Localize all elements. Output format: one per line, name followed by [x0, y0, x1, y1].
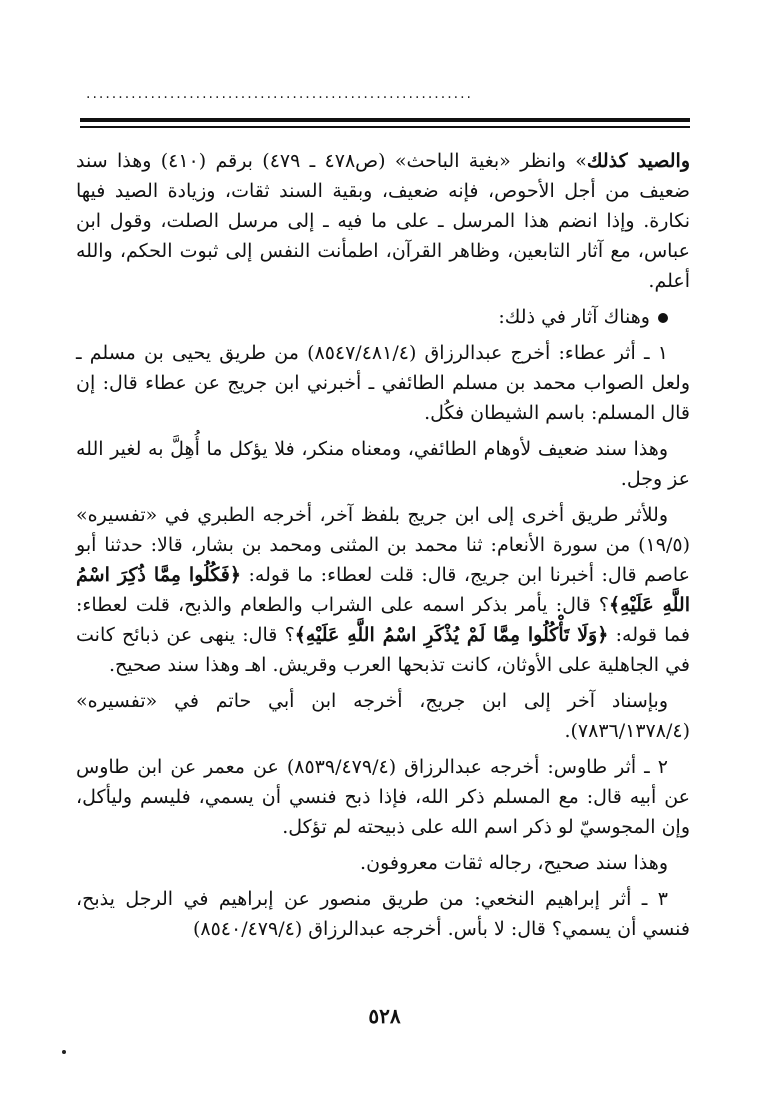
- paragraph-7: ٢ ـ أثر طاوس: أخرجه عبدالرزاق (٨٥٣٩/٤٧٩/٤) عن معمر عن ابن طاوس عن أبيه قال: مع المسلم ذكر الله، فإذا ذبح فنسي أن يسمي، فليسم وليأكل، وإن المجوسيّ لو ذكر اسم الله على ذبيحته لم تؤكل.: [76, 756, 690, 838]
- page-body: [76, 146, 690, 950]
- paragraph-5-text-a: وللأثر طريق أخرى إلى ابن جريج بلفظ آخر، أخرجه الطبري في «تفسيره» (١٩/٥) من سورة الأنعام: ثنا محمد بن المثنى ومحمد بن بشار، قالا: حدثنا أبو عاصم قال: أخبرنا ابن جريج، قال: قلت لعطاء: ما قوله:: [76, 504, 690, 586]
- paragraph-5: [76, 500, 690, 680]
- paragraph-4: وهذا سند ضعيف لأوهام الطائفي، ومعناه منكر، فلا يؤكل ما أُهِلَّ به لغير الله عز وجل.: [76, 438, 690, 490]
- quran-verse-2: ﴿وَلَا تَأْكُلُوا مِمَّا لَمْ يُذْكَرِ اسْمُ اللَّهِ عَلَيْهِ﴾: [294, 624, 609, 646]
- quran-verse-1: ﴿فَكُلُوا مِمَّا ذُكِرَ اسْمُ اللَّهِ عَلَيْهِ﴾: [76, 564, 690, 616]
- page-number: ٥٢٨: [368, 1004, 401, 1028]
- stray-mark: [62, 1050, 66, 1054]
- paragraph-6: وبإسناد آخر إلى ابن جريج، أخرجه ابن أبي حاتم في «تفسيره» (٧٨٣٦/١٣٧٨/٤).: [76, 690, 690, 742]
- paragraph-9: ٣ ـ أثر إبراهيم النخعي: من طريق منصور عن إبراهيم في الرجل يذبح، فنسي أن يسمي؟ قال: لا بأس. أخرجه عبدالرزاق (٨٥٤٠/٤٧٩/٤): [76, 888, 690, 940]
- bullet-icon: [658, 313, 668, 323]
- paragraph-3: ١ ـ أثر عطاء: أخرج عبدالرزاق (٨٥٤٧/٤٨١/٤) من طريق يحيى بن مسلم ـ ولعل الصواب محمد بن مسلم الطائفي ـ أخبرني ابن جريج عن عطاء قال: إن قال المسلم: باسم الشيطان فكُل.: [76, 342, 690, 424]
- header-dotted-line: ............................................................: [86, 86, 474, 102]
- paragraph-1: [76, 146, 690, 296]
- header-rule-thin: [80, 126, 690, 128]
- header-rule-thick: [80, 118, 690, 122]
- paragraph-2: [76, 302, 690, 332]
- paragraph-5-text-b: ؟ قال: يأمر بذكر اسمه على الشراب والطعام والذبح، قلت لعطاء: فما قوله:: [76, 594, 691, 646]
- paragraph-8: وهذا سند صحيح، رجاله ثقات معروفون.: [360, 852, 668, 874]
- paragraph-1-lead: والصيد كذلك: [586, 150, 690, 172]
- paragraph-5-text-c: ؟ قال: ينهى عن ذبائح كانت في الجاهلية على الأوثان، كانت تذبحها العرب وقريش. اهـ وهذا سند صحيح.: [76, 624, 690, 676]
- paragraph-2-text: وهناك آثار في ذلك:: [498, 306, 650, 328]
- paragraph-1-text: » وانظر «بغية الباحث» (ص٤٧٨ ـ ٤٧٩) برقم (٤١٠) وهذا سند ضعيف من أجل الأحوص، فإنه ضعيف، وبقية السند ثقات، وزيادة الصيد فيها نكارة. وإذا انضم هذا المرسل ـ على ما فيه ـ إلى مرسل الصلت، وقول ابن عباس، مع آثار التابعين، وظاهر القرآن، اطمأنت النفس إلى ثبوت الحكم، والله أعلم.: [76, 150, 690, 292]
